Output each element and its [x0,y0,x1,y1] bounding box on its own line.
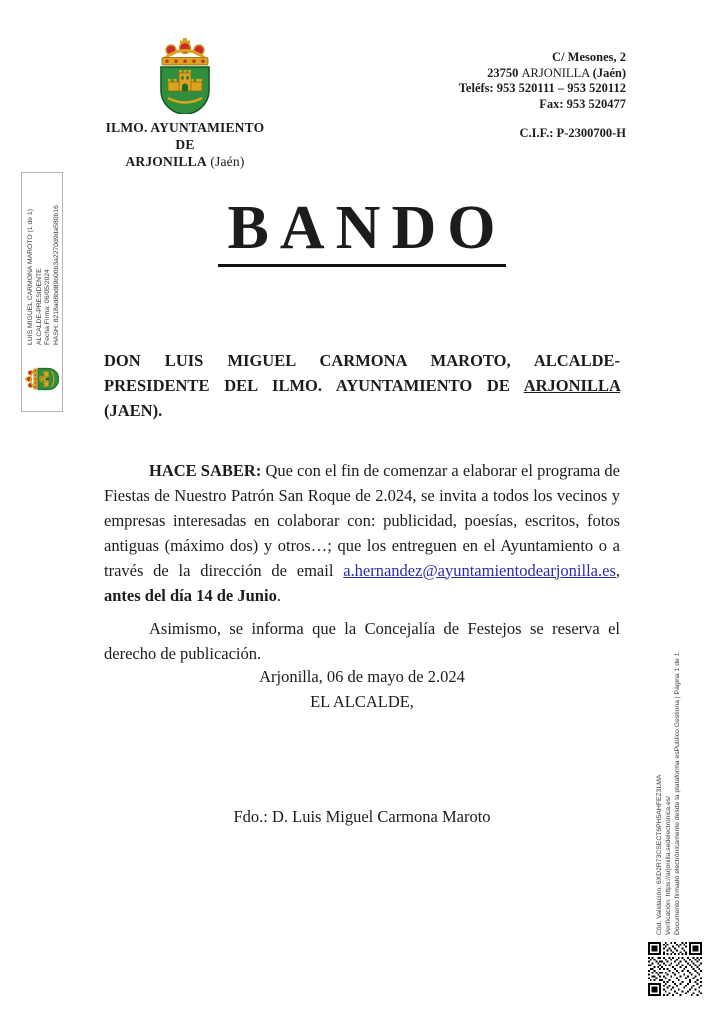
arjonilla-coat-of-arms-icon [152,38,218,114]
header-org-block [95,38,275,170]
org-name-line1: ILMO. AYUNTAMIENTO DE [105,120,265,152]
validation-code: Cód. Validación: 6XD2R73CSECT6PH5AHFEZ3LMA [656,774,663,935]
email-link[interactable]: a.hernandez@ayuntamientodearjonilla.es [343,560,616,580]
signature-date: Fecha Firma: 06/05/2024 [44,269,52,345]
signature-hash: HASH: 8218ad8bd89b00b3a2270d9da580b16 [52,205,60,345]
left-signature-margin-box [21,172,63,412]
address-city: 23750 ARJONILLA (Jaén) [487,65,626,80]
org-name-line2: ARJONILLA (Jaén) [125,154,245,169]
org-name [95,119,275,170]
page-title: BANDO [218,196,507,267]
title-wrap [104,196,620,267]
address-phones: Teléfs: 953 520111 – 953 520112 [458,81,626,95]
signer-name: LUIS MIGUEL CARMONA MAROTO (1 de 1) [27,209,34,345]
date-place-line: Arjonilla, 06 de mayo de 2.024 [259,667,465,686]
org-cif: C.I.F.: P-2300700-H [519,126,626,140]
arjonilla-coat-of-arms-icon-small [25,364,59,394]
header-address-block [459,50,626,142]
verification-margin-text [655,595,682,935]
signer-title-line: EL ALCALDE, [310,692,414,711]
signer-role: ALCALDE-PRESIDENTE [35,268,43,345]
paragraph-publication-rights: Asimismo, se informa que la Concejalía de Festejos se reserva el derecho de publicación. [104,618,620,663]
issuer-town-underlined: ARJONILLA [523,375,620,395]
deadline-text: antes del día 14 de Junio [104,585,277,605]
paragraph-announcement: HACE SABER: Que con el fin de comenzar a elaborar el programa de Fiestas de Nuestro Patrón San Roque de 2.024, se invita a todos los vecinos y empresas interesadas en colaborar con: publicidad, poesías, escritos, fotos antiguas (máximo dos) y otros…; que los entreguen en el Ayuntamiento o a través de la dirección de email a.hernandez@ayuntamientodearjonilla.es, antes del día 14 de Junio. [104,460,621,605]
verification-url: Verificación: https://arjonilla.sedelectronica.es/ [665,795,672,935]
paragraph-issuer: DON LUIS MIGUEL CARMONA MAROTO, ALCALDE-PRESIDENTE DEL ILMO. AYUNTAMIENTO DE ARJONILLA (JAEN). [104,350,620,420]
hace-saber-lead: HACE SABER: [149,460,262,480]
verification-qr-code-icon [648,942,702,996]
signature-name-line: Fdo.: D. Luis Miguel Carmona Maroto [233,807,491,826]
address-fax: Fax: 953 520477 [539,96,626,111]
address-street: C/ Mesones, 2 [552,50,626,64]
platform-note: Documento firmado electrónicamente desde la plataforma esPublico Gestiona | Página 1 de 1 [674,652,681,935]
signature-stamp-text [27,205,61,345]
